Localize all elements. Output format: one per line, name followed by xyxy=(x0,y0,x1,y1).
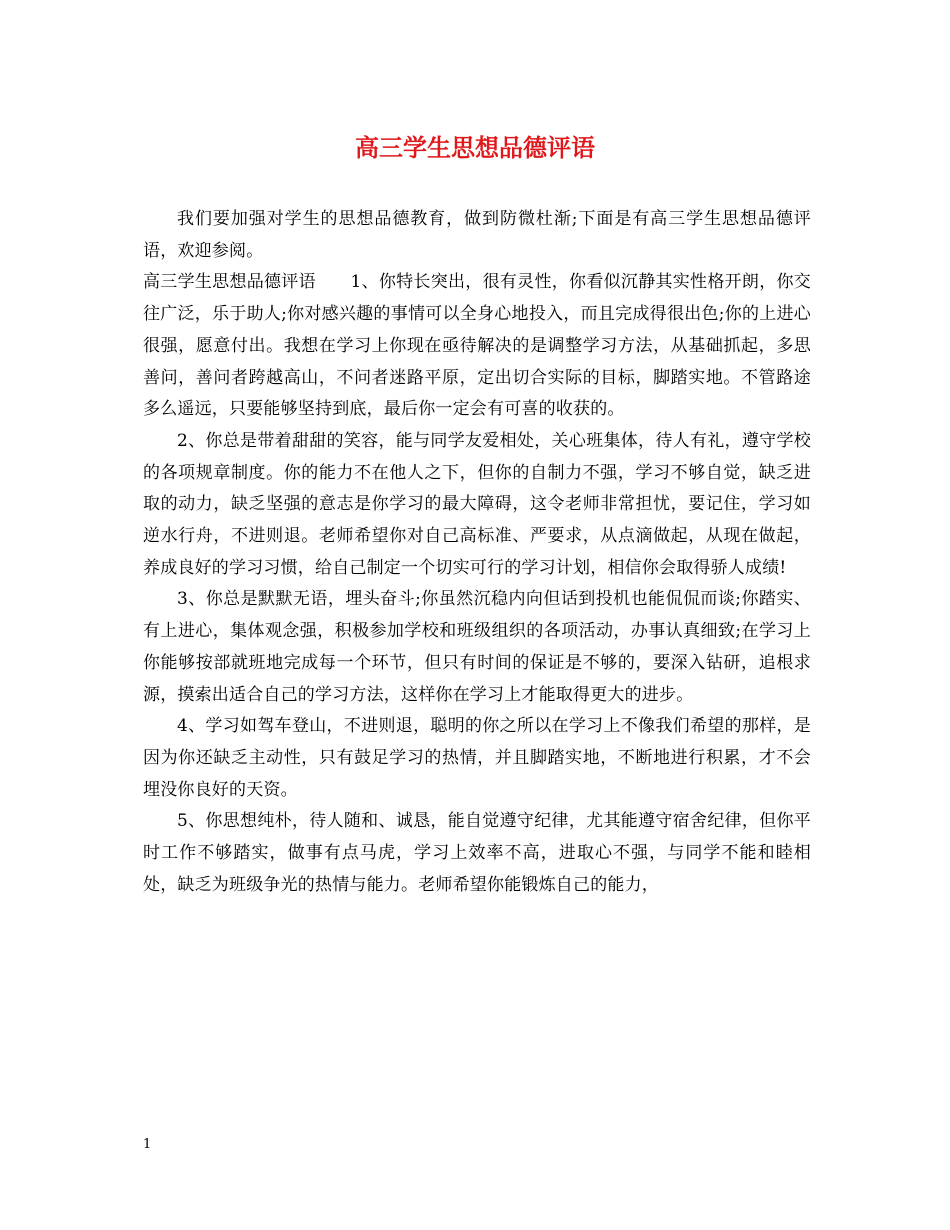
paragraph-4: 4、学习如驾车登山，不进则退，聪明的你之所以在学习上不像我们希望的那样，是因为你还缺乏主动性，只有鼓足学习的热情，并且脚踏实地，不断地进行积累，才不会埋没你良好的天资。 xyxy=(143,716,811,800)
paragraph-1: 高三学生思想品德评语 1、你特长突出，很有灵性，你看似沉静其实性格开朗，你交往广泛，乐于助人;你对感兴趣的事情可以全身心地投入，而且完成得很出色;你的上进心很强，愿意付出。我想在学习上你现在亟待解决的是调整学习方法，从基础抓起，多思善问，善问者跨越高山，不问者迷路平原，定出切合实际的目标，脚踏实地。不管路途多么遥远，只要能够坚持到底，最后你一定会有可喜的收获的。 xyxy=(143,272,811,420)
paragraph-3: 3、你总是默默无语，埋头奋斗;你虽然沉稳内向但话到投机也能侃侃而谈;你踏实、有上进心，集体观念强，积极参加学校和班级组织的各项活动，办事认真细致;在学习上你能够按部就班地完成每一个环节，但只有时间的保证是不够的，要深入钻研，追根求源，摸索出适合自己的学习方法，这样你在学习上才能取得更大的进步。 xyxy=(143,589,811,705)
document-title: 高三学生思想品德评语 xyxy=(355,133,595,162)
page-number: 1 xyxy=(143,1137,152,1152)
intro-paragraph: 我们要加强对学生的思想品德教育，做到防微杜渐;下面是有高三学生思想品德评语，欢迎参阅。 xyxy=(143,209,811,261)
document-body xyxy=(143,204,811,901)
paragraph-2: 2、你总是带着甜甜的笑容，能与同学友爱相处，关心班集体，待人有礼，遵守学校的各项规章制度。你的能力不在他人之下，但你的自制力不强，学习不够自觉，缺乏进取的动力，缺乏坚强的意志是你学习的最大障碍，这令老师非常担忧，要记住，学习如逆水行舟，不进则退。老师希望你对自己高标准、严要求，从点滴做起，从现在做起，养成良好的学习习惯，给自己制定一个切实可行的学习计划，相信你会取得骄人成绩! xyxy=(143,430,811,578)
paragraph-5: 5、你思想纯朴，待人随和、诚恳，能自觉遵守纪律，尤其能遵守宿舍纪律，但你平时工作不够踏实，做事有点马虎，学习上效率不高，进取心不强，与同学不能和睦相处，缺乏为班级争光的热情与能力。老师希望你能锻炼自己的能力， xyxy=(143,811,811,895)
